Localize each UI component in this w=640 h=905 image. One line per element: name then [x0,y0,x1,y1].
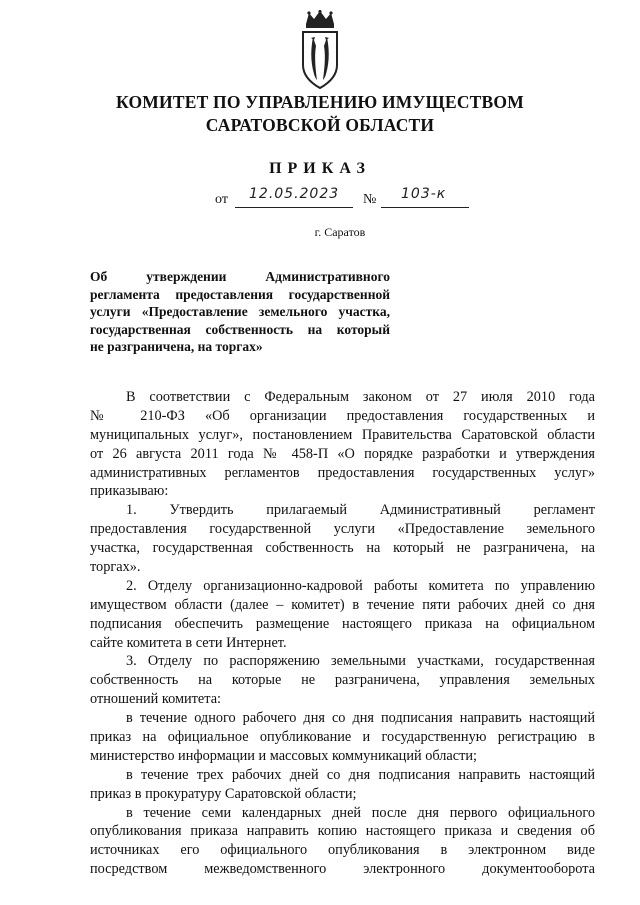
date-prefix: от [215,192,228,207]
order-subject [90,268,390,356]
subject-line: Об утверждении Административного [90,269,390,284]
date-underline [235,207,353,208]
body-line: отношений комитета: [90,691,222,708]
subject-line: услуги «Предоставление земельного участка, [90,304,390,319]
organization-name-line-1: КОМИТЕТ ПО УПРАВЛЕНИЮ ИМУЩЕСТВОМ [116,92,524,112]
body-line: министерство информации и массовых коммуникаций области; [90,747,477,764]
body-line: торгах». [90,559,141,576]
body-line: опубликования приказа направить копию настоящего приказа и сведения об [90,823,595,840]
city-line: г. Саратов [314,225,366,239]
body-line: посредством межведомственного электронного документооборота [90,861,595,878]
body-line: собственность на которые не разграничена, управления земельных [90,672,595,689]
body-line: имуществом области (далее – комитет) в течение пяти рабочих дней со дня [90,596,595,613]
body-line: в течение трех рабочих дней со дня подписания направить настоящий [126,766,595,783]
body-line: подписания обеспечить размещение настоящего приказа на официальном [90,615,595,632]
body-line: приказ на официальное опубликование и государственную регистрацию в [90,729,595,746]
handwritten-number: 103-к [401,186,447,202]
body-line: в течение одного рабочего дня со дня подписания направить настоящий [126,710,595,727]
body-line: 1. Утвердить прилагаемый Административный регламент [126,502,595,519]
body-line: В соответствии с Федеральным законом от 27 июля 2010 года [126,389,595,405]
body-line: участка, государственная собственность на который не разграничена, на [90,540,595,557]
body-line: административных регламентов предоставления государственных услуг» [90,464,595,481]
body-line: от 26 августа 2011 года № 458-П «О порядке разработки и утверждения [90,445,595,462]
body-line: сайте комитета в сети Интернет. [90,634,287,651]
body-line: приказ в прокуратуру Саратовской области; [90,785,357,802]
body-line: приказываю: [90,483,169,500]
number-underline [381,207,469,208]
body-line: источниках его официального опубликования в электронном виде [90,842,595,859]
organization-name-line-2: САРАТОВСКОЙ ОБЛАСТИ [205,115,435,135]
body-line: № 210-ФЗ «Об организации предоставления государственных и [90,407,595,424]
coat-of-arms-emblem [297,10,343,90]
subject-line: не разграничена, на торгах» [90,339,263,354]
number-prefix: № [363,192,377,207]
body-line: в течение семи календарных дней после дня первого официального [126,804,595,821]
body-line: муниципальных услуг», постановлением Правительства Саратовской области [90,426,595,443]
date-number-line [215,186,475,210]
body-line: предоставления государственной услуги «Предоставление земельного [90,521,595,538]
body-line: 2. Отделу организационно-кадровой работы комитета по управлению [126,577,595,594]
subject-line: регламента предоставления государственной [90,286,390,302]
order-body-text [90,388,595,879]
document-type-title: ПРИКАЗ [269,160,371,177]
body-line: 3. Отделу по распоряжению земельными участками, государственная [126,653,595,670]
handwritten-date: 12.05.2023 [249,186,340,202]
subject-line: государственная собственность на который [90,321,390,337]
